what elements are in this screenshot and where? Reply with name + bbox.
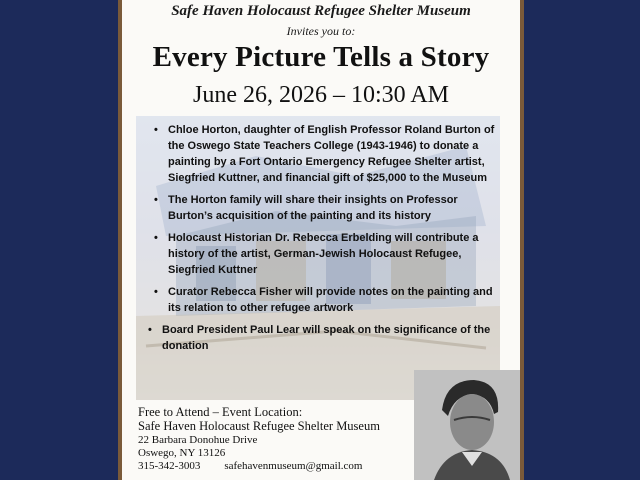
flyer-frame — [118, 0, 524, 480]
city-address: Oswego, NY 13126 — [138, 447, 226, 459]
event-program-list — [152, 122, 498, 360]
museum-heading: Safe Haven Holocaust Refugee Shelter Museum — [171, 3, 471, 19]
event-flyer — [122, 0, 520, 480]
email-address: safehavenmuseum@gmail.com — [224, 460, 363, 472]
invites-line: Invites you to: — [286, 24, 356, 38]
street-address: 22 Barbara Donohue Drive — [138, 434, 258, 446]
portrait-photo — [414, 370, 520, 480]
event-location-block — [138, 405, 428, 473]
event-title: Every Picture Tells a Story — [152, 41, 490, 73]
right-background-panel — [524, 0, 640, 480]
contact-row — [138, 460, 428, 473]
location-heading: Free to Attend – Event Location: — [138, 405, 303, 419]
portrait-illustration — [414, 370, 520, 480]
list-item: • The Horton family will share their insights on Professor Burton’s acquisition of the painting and its history — [152, 192, 498, 224]
list-item: • Board President Paul Lear will speak on the significance of the donation — [146, 322, 498, 354]
phone-number: 315-342-3003 — [138, 460, 201, 472]
event-date-time: June 26, 2026 – 10:30 AM — [192, 82, 449, 108]
venue-name: Safe Haven Holocaust Refugee Shelter Museum — [138, 419, 380, 433]
list-item: • Chloe Horton, daughter of English Professor Roland Burton of the Oswego State Teachers College (1943-1946) to donate a painting by a Fort Ontario Emergency Refugee Shelter artist, Siegfried Kuttner, and financial gift of $25,000 to the Museum — [152, 122, 498, 186]
left-background-panel — [0, 0, 118, 480]
list-item: • Curator Rebecca Fisher will provide notes on the painting and its relation to other refugee artwork — [152, 284, 498, 316]
list-item: • Holocaust Historian Dr. Rebecca Erbelding will contribute a history of the artist, German-Jewish Holocaust Refugee, Siegfried Kuttner — [152, 230, 498, 278]
